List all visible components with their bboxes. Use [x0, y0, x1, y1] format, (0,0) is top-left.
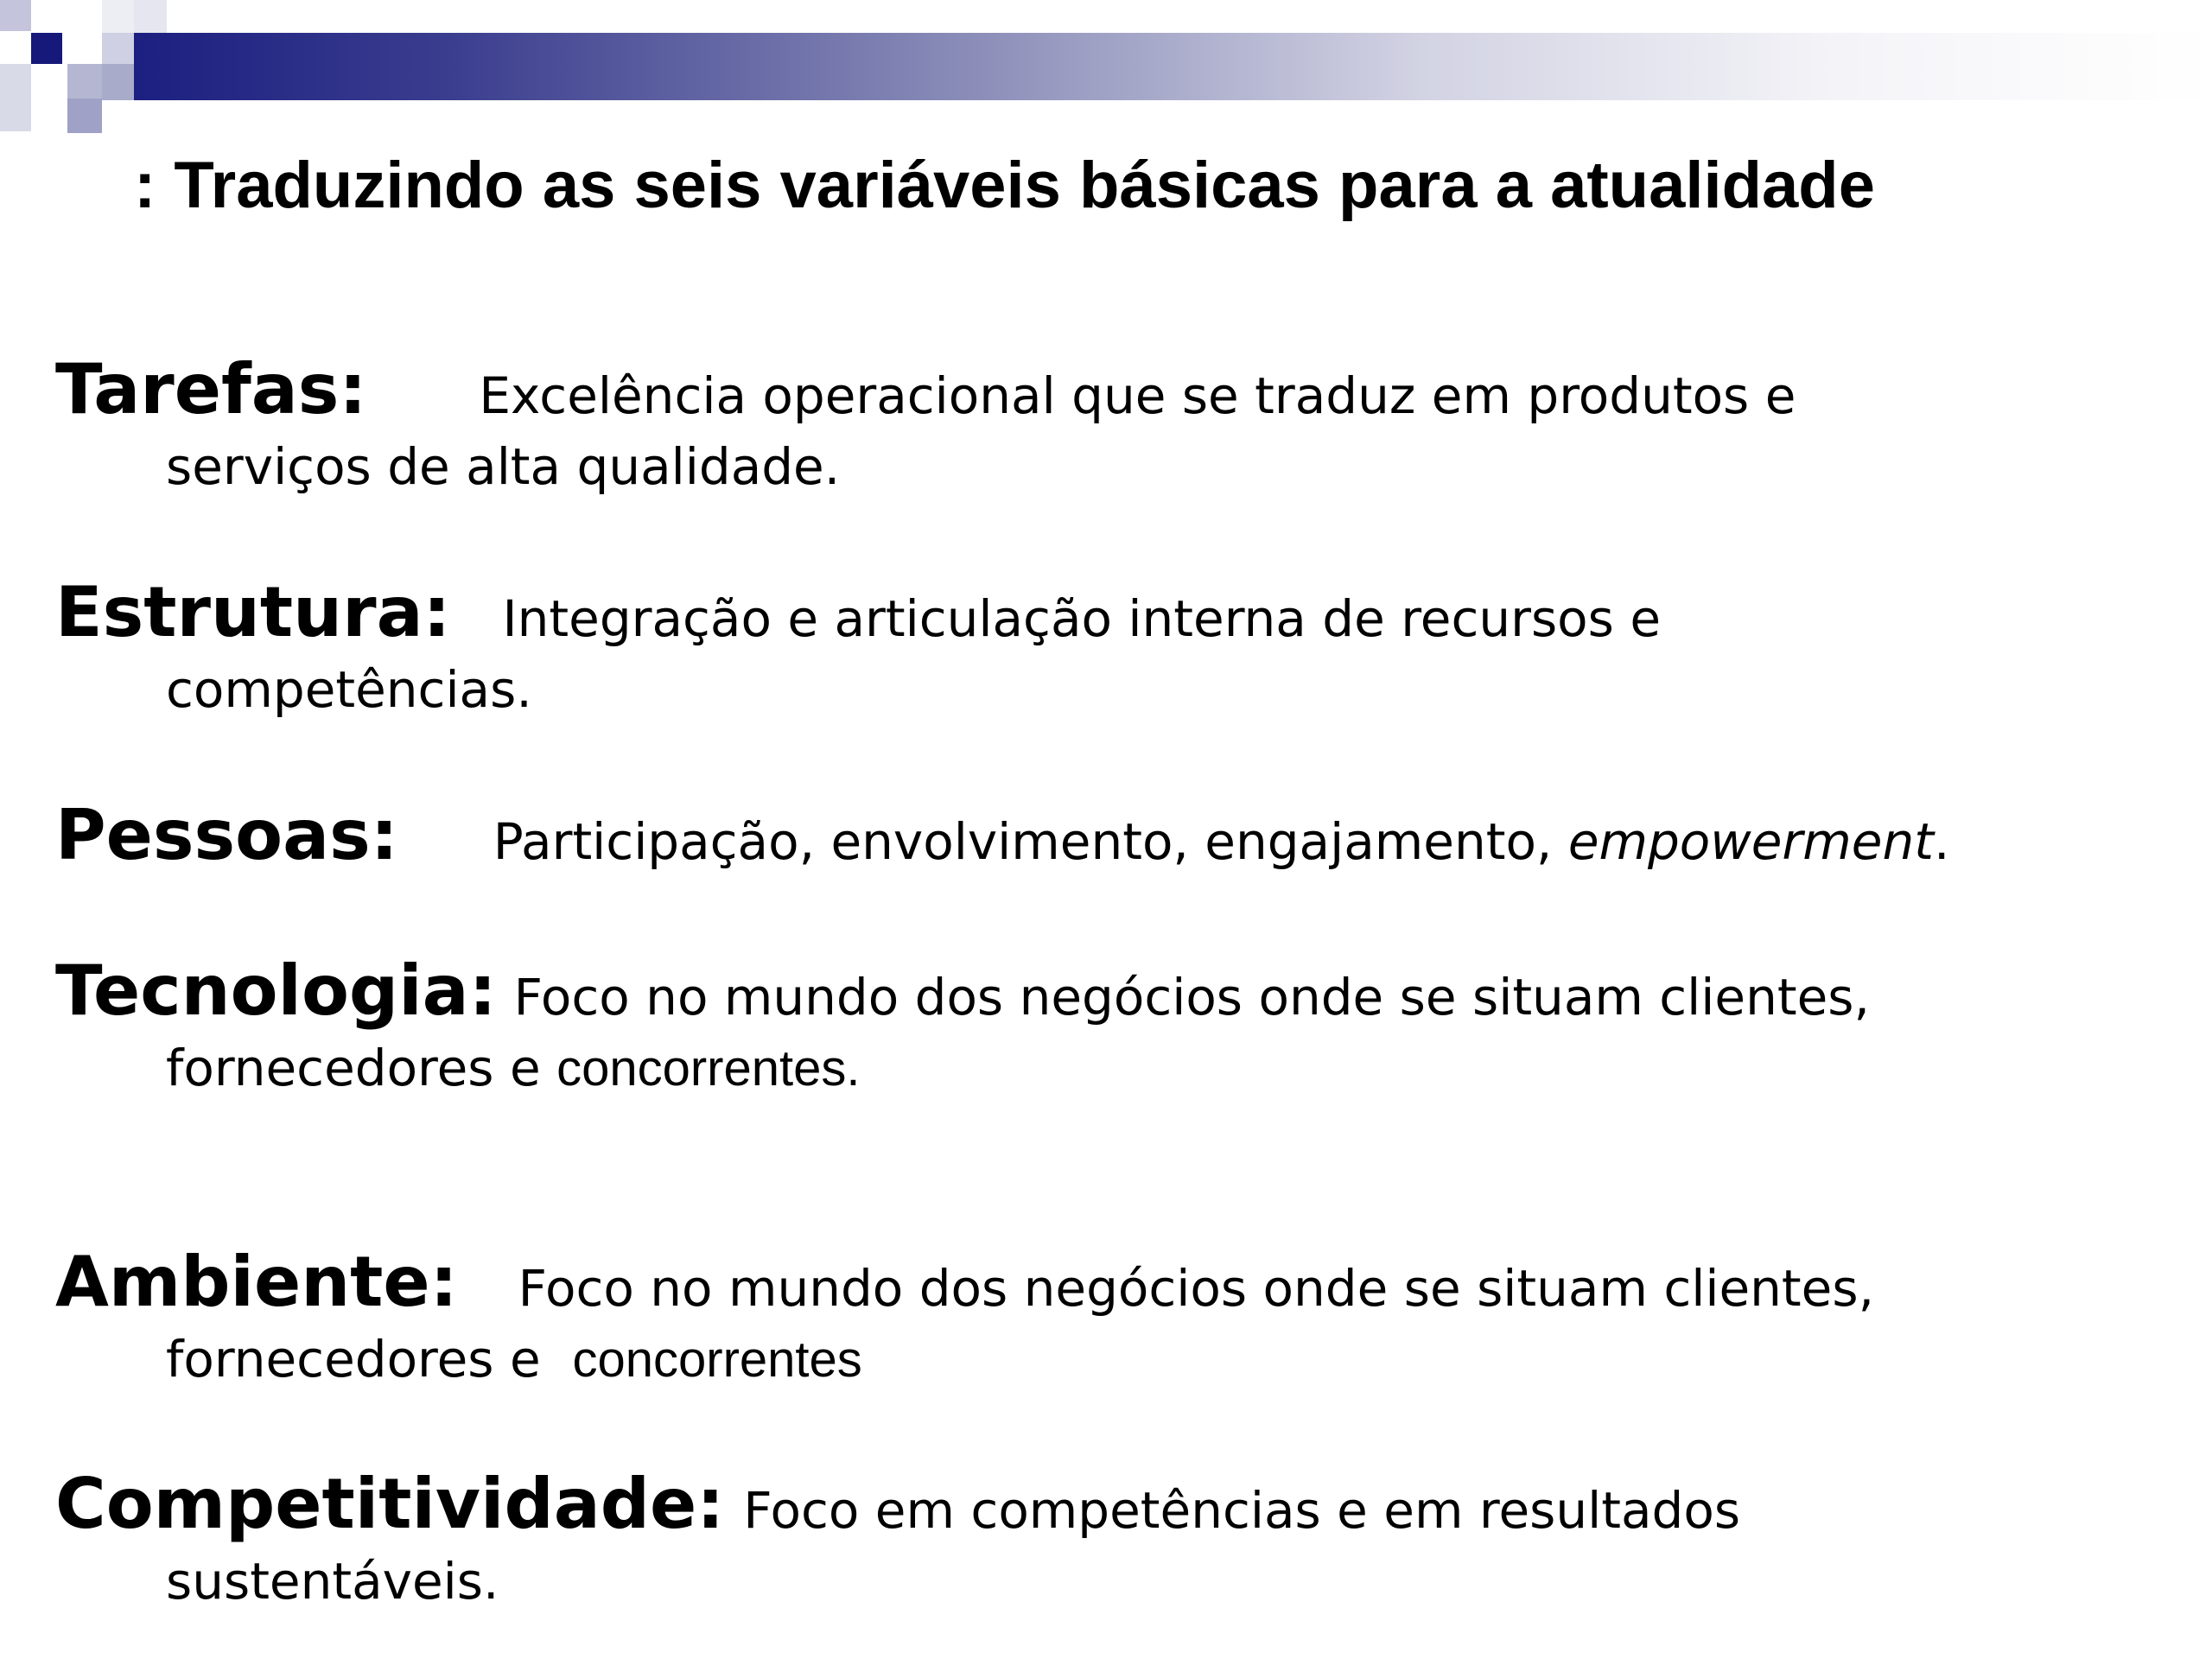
variable-term: Pessoas:	[55, 795, 398, 875]
decor-square	[102, 0, 134, 33]
variable-term: Tarefas:	[55, 349, 367, 429]
variable-description-continued: competências.	[166, 660, 532, 719]
variable-description: Participação, envolvimento, engajamento,	[493, 812, 1553, 871]
variable-item-competitividade	[55, 1464, 2164, 1617]
decor-square	[67, 99, 102, 133]
header-gradient-bar	[134, 33, 2212, 100]
variable-description: Integração e articulação interna de recursos e	[502, 589, 1662, 648]
variable-description: Foco em competências e em resultados	[743, 1481, 1741, 1540]
variable-item-ambiente	[55, 1242, 2164, 1395]
variable-term: Tecnologia:	[55, 950, 497, 1031]
variable-item-estrutura	[55, 572, 2164, 725]
decor-square	[102, 33, 134, 64]
variable-description-continued: sustentáveis.	[166, 1552, 499, 1611]
decor-square	[102, 64, 137, 100]
variable-description-part: fornecedores e	[166, 1039, 541, 1097]
variable-description: Foco no mundo dos negócios onde se situam clientes,	[518, 1259, 1875, 1318]
decor-square	[0, 0, 31, 31]
variable-description-continued: serviços de alta qualidade.	[166, 437, 841, 496]
variable-description-end: .	[1933, 812, 1950, 871]
decor-square	[0, 64, 31, 131]
variable-description-continued	[55, 1033, 2164, 1104]
variable-description-part: concorrentes	[572, 1332, 862, 1388]
variable-item-pessoas	[55, 795, 2164, 877]
variable-description: Excelência operacional que se traduz em produtos e	[479, 366, 1796, 425]
decor-square	[134, 0, 167, 33]
variable-item-tarefas	[55, 349, 2164, 502]
variable-item-tecnologia	[55, 950, 2164, 1104]
variable-term: Competitividade:	[55, 1464, 725, 1544]
variable-description-emphasis: empowerment	[1567, 812, 1934, 871]
variable-description: Foco no mundo dos negócios onde se situam clientes,	[513, 968, 1870, 1027]
variable-description-part: fornecedores e	[166, 1330, 541, 1389]
decor-square	[67, 64, 102, 99]
variable-term: Ambiente:	[55, 1242, 458, 1322]
variable-description-part: concorrentes.	[556, 1040, 861, 1096]
decor-square	[31, 33, 62, 64]
variable-term: Estrutura:	[55, 572, 451, 652]
slide-title: : Traduzindo as seis variáveis básicas para a atualidade	[134, 149, 1875, 222]
variable-description-continued	[55, 1324, 2164, 1395]
